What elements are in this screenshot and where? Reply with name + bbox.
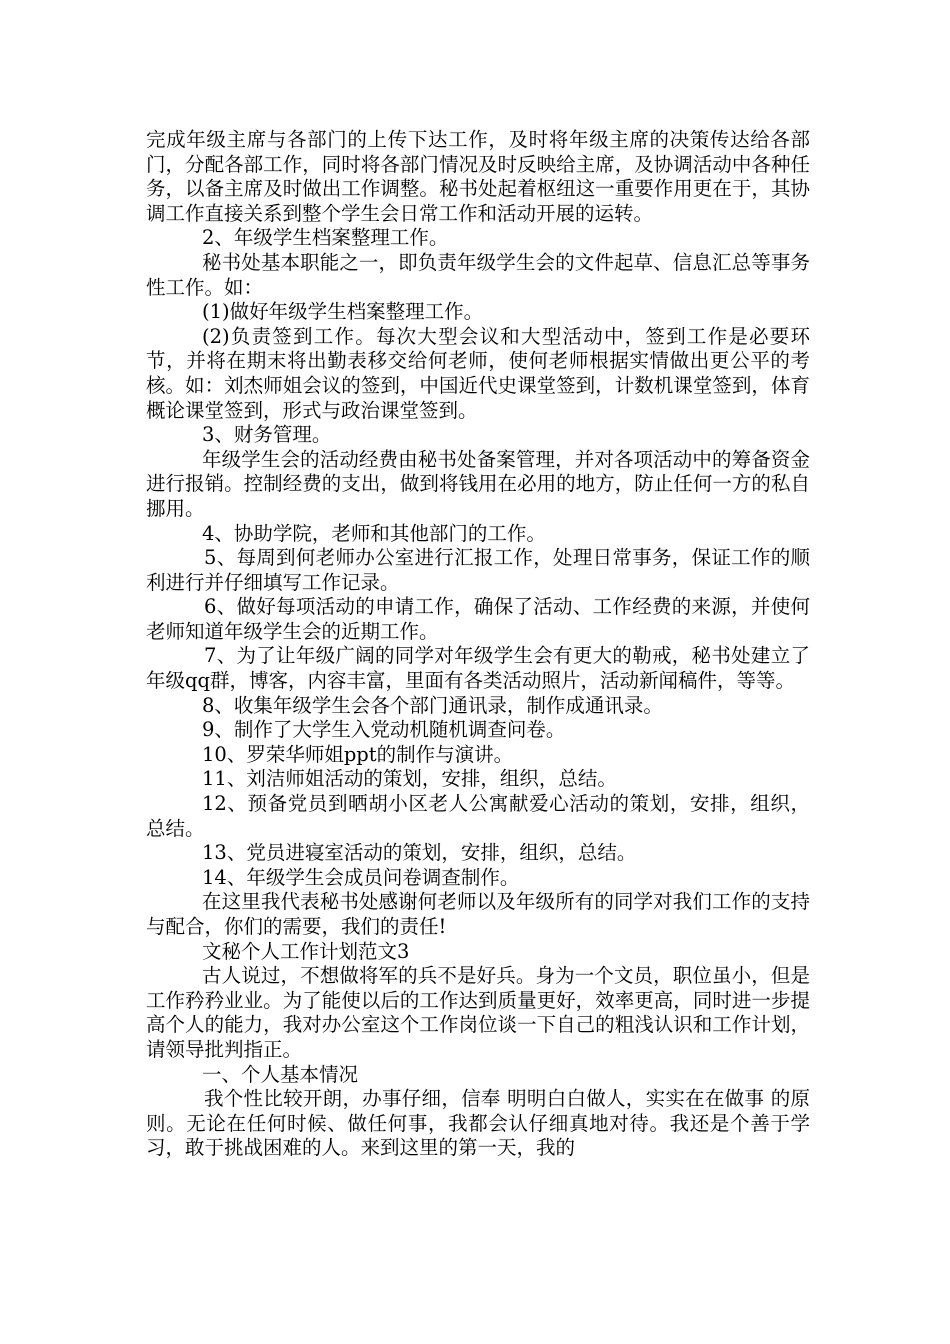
paragraph-11: 7、为了让年级广阔的同学对年级学生会有更大的勒戒，秘书处建立了年级qq群，博客，内容丰富，里面有各类活动照片，活动新闻稿件，等等。	[146, 644, 810, 693]
paragraph-2: 2、年级学生档案整理工作。	[202, 226, 449, 250]
document-body	[146, 128, 810, 1161]
paragraph-17: 13、党员进寝室活动的策划，安排，组织，总结。	[202, 841, 637, 865]
paragraph-10: 6、做好每项活动的申请工作，确保了活动、工作经费的来源，并使何老师知道年级学生会的近期工作。	[146, 595, 810, 643]
paragraph-21: 古人说过，不想做将军的兵不是好兵。身为一个文员，职位虽小，但是工作矜矜业业。为了能使以后的工作达到质量更好，效率更高，同时进一步提高个人的能力，我对办公室这个工作岗位谈一下自己的粗浅认识和工作计划，请领导批判指正。	[146, 964, 810, 1061]
paragraph-12: 8、收集年级学生会各个部门通讯录，制作成通讯录。	[202, 693, 663, 717]
paragraph-7: 年级学生会的活动经费由秘书处备案管理，并对各项活动中的筹备资金进行报销。控制经费的支出，做到将钱用在必用的地方，防止任何一方的私自挪用。	[146, 447, 810, 520]
paragraph-16: 12、预备党员到晒胡小区老人公寓献爱心活动的策划，安排，组织，总结。	[146, 792, 810, 840]
paragraph-3: 秘书处基本职能之一，即负责年级学生会的文件起草、信息汇总等事务性工作。如：	[146, 250, 810, 299]
subsection-heading: 一、个人基本情况	[202, 1062, 359, 1086]
paragraph-6: 3、财务管理。	[202, 423, 332, 447]
paragraph-23: 我个性比较开朗，办事仔细，信奉 明明白白做人，实实在在做事 的原则。无论在任何时候、做任何事，我都会认仔细真地对待。我还是个善于学习，敢于挑战困难的人。来到这里的第一天，我的	[146, 1087, 810, 1160]
paragraph-19: 在这里我代表秘书处感谢何老师以及年级所有的同学对我们工作的支持与配合，你们的需要，我们的责任!	[146, 890, 810, 938]
paragraph-18: 14、年级学生会成员问卷调查制作。	[202, 865, 520, 889]
paragraph-13: 9、制作了大学生入党动机随机调查问卷。	[202, 718, 566, 742]
paragraph-8: 4、协助学院，老师和其他部门的工作。	[202, 521, 546, 545]
paragraph-1: 完成年级主席与各部门的上传下达工作，及时将年级主席的决策传达给各部门，分配各部工作，同时将各部门情况及时反映给主席，及协调活动中各种任务，以备主席及时做出工作调整。秘书处起着枢纽这一重要作用更在于，其协调工作直接关系到整个学生会日常工作和活动开展的运转。	[146, 128, 810, 225]
paragraph-5: (2)负责签到工作。每次大型会议和大型活动中，签到工作是必要环节，并将在期末将出勤表移交给何老师，使何老师根据实情做出更公平的考核。如：刘杰师姐会议的签到，中国近代史课堂签到，计数机课堂签到，体育概论课堂签到，形式与政治课堂签到。	[146, 324, 810, 422]
paragraph-9: 5、每周到何老师办公室进行汇报工作，处理日常事务，保证工作的顺利进行并仔细填写工作记录。	[146, 546, 810, 594]
section-title: 文秘个人工作计划范文3	[202, 939, 410, 963]
paragraph-15: 11、刘洁师姐活动的策划，安排，组织，总结。	[202, 767, 617, 791]
paragraph-4: (1)做好年级学生档案整理工作。	[202, 300, 484, 324]
paragraph-14: 10、罗荣华师姐ppt的制作与演讲。	[202, 742, 514, 766]
